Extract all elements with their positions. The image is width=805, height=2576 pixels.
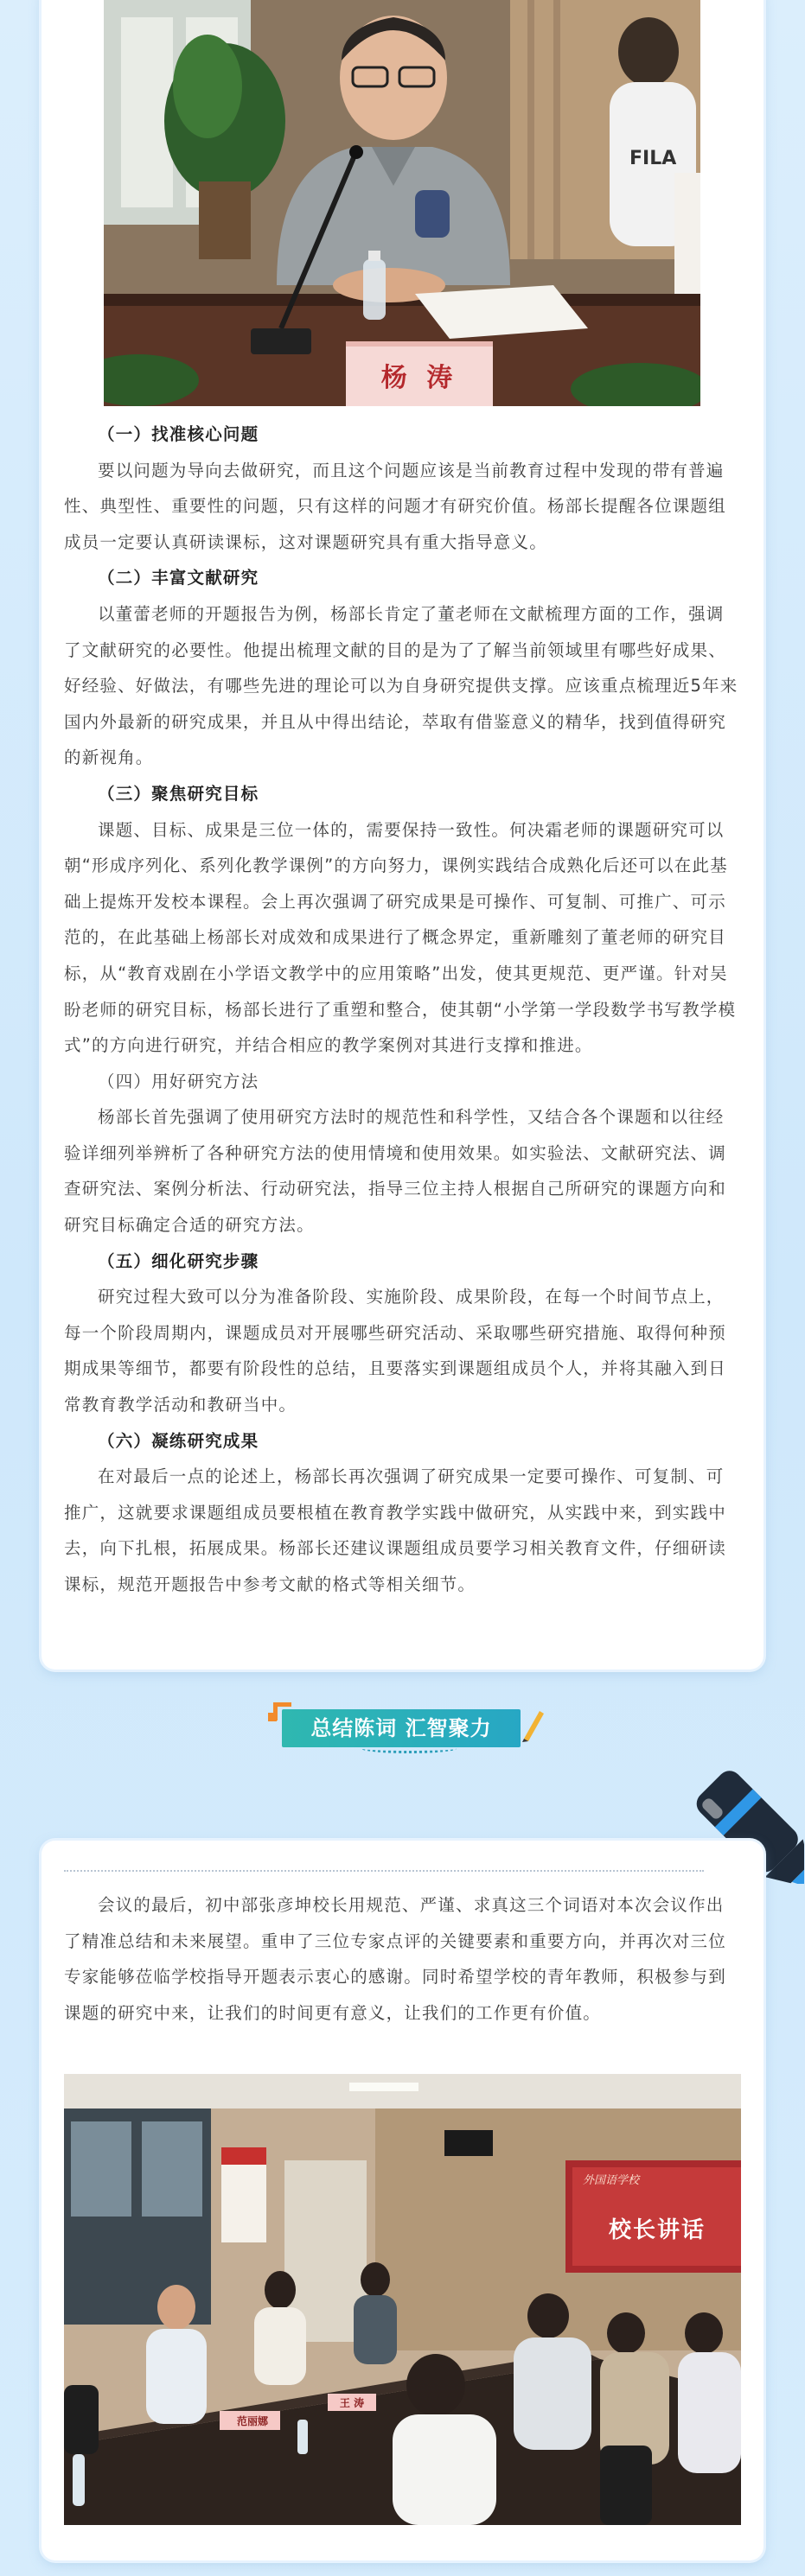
section-one-body bbox=[64, 417, 741, 1603]
body-paragraph: 在对最后一点的论述上，杨部长再次强调了研究成果一定要可操作、可复制、可推广，这就要求课题组成员要根植在教育教学实践中做研究，从实践中来，到实践中去，向下扎根，拓展成果。杨部长还建议课题组成员要学习相关教育文件，仔细研读课标，规范开题报告中参考文献的格式等相关细节。 bbox=[64, 1466, 726, 1594]
section-heading: （四）用好研究方法 bbox=[98, 1071, 259, 1091]
body-paragraph: 以董蕾老师的开题报告为例，杨部长肯定了董老师在文献梳理方面的工作，强调了文献研究的必要性。他提出梳理文献的目的是为了了解当前领域里有哪些好成果、好经验、好做法，有哪些先进的理论可以为自身研究提供支撑。应该重点梳理近5年来国内外最新的研究成果，并且从中得出结论，萃取有借鉴意义的精华，找到值得研究的新视角。 bbox=[64, 603, 738, 768]
section-heading: （六）凝练研究成果 bbox=[98, 1430, 259, 1451]
section-heading: （一）找准核心问题 bbox=[98, 424, 259, 444]
body-paragraph: 杨部长首先强调了使用研究方法时的规范性和科学性，又结合各个课题和以往经验详细列举辨析了各种研究方法的使用情境和使用效果。如实验法、文献研究法、调查研究法、案例分析法、行动研究法，指导三位主持人根据自己所研究的课题方向和研究目标确定合适的研究方法。 bbox=[64, 1107, 726, 1236]
speaker-photo bbox=[104, 0, 700, 406]
nameplate-wang-tao: 王 涛 bbox=[339, 2397, 365, 2409]
article-card-top bbox=[42, 0, 763, 1670]
meeting-room-illustration bbox=[64, 2074, 741, 2525]
nameplate-fan-lina: 范丽娜 bbox=[236, 2415, 268, 2427]
section-heading: （五）细化研究步骤 bbox=[98, 1250, 259, 1271]
body-paragraph: 要以问题为导向去做研究，而且这个问题应该是当前教育过程中发现的带有普遍性、典型性、重要性的问题，只有这样的问题才有研究价值。杨部长提醒各位课题组成员一定要认真研读课标，这对课题研究具有重大指导意义。 bbox=[64, 460, 726, 552]
dotted-divider bbox=[64, 1870, 704, 1872]
banner-title: 总结陈词 汇智聚力 bbox=[282, 1709, 521, 1747]
pencil-icon bbox=[519, 1708, 545, 1742]
body-paragraph: 研究过程大致可以分为准备阶段、实施阶段、成果阶段，在每一个时间节点上，每一个阶段周期内，课题成员对开展哪些研究活动、采取哪些研究措施、取得何种预期成果等细节，都要有阶段性的总结，且要落实到课题组成员个人，并将其融入到日常教育教学活动和教研当中。 bbox=[64, 1287, 726, 1415]
banner-dotted-underline bbox=[361, 1744, 457, 1753]
section-heading: （三）聚焦研究目标 bbox=[98, 783, 259, 804]
speaker-photo-illustration bbox=[104, 0, 700, 406]
body-paragraph: 课题、目标、成果是三位一体的，需要保持一致性。何决霜老师的课题研究可以朝“形成序列化、系列化教学课例”的方向努力，课例实践结合成熟化后还可以在此基础上提炼开发校本课程。会上再次强调了研究成果是可操作、可复制、可推广、可示范的，在此基础上杨部长对成效和成果进行了概念界定，重新雕刻了董老师的研究目标，从“教育戏剧在小学语文教学中的应用策略”出发，使其更规范、更严谨。针对吴盼老师的研究目标，杨部长进行了重塑和整合，使其朝“小学第一学段数学书写教学模式”的方向进行研究，并结合相应的教学案例对其进行支撑和推进。 bbox=[64, 819, 737, 1056]
meeting-room-photo bbox=[64, 2074, 741, 2525]
svg-text:FILA: FILA bbox=[629, 148, 677, 169]
nameplate-yang-tao: 杨 涛 bbox=[380, 363, 458, 393]
section-two-body bbox=[64, 1887, 741, 2031]
body-paragraph: 会议的最后，初中部张彦坤校长用规范、严谨、求真这三个词语对本次会议作出了精准总结和未来展望。重申了三位专家点评的关键要素和重要方向，并再次对三位专家能够莅临学校指导开题表示衷心的感谢。同时希望学校的青年教师，积极参与到课题的研究中来，让我们的时间更有意义，让我们的工作更有价值。 bbox=[64, 1895, 726, 2023]
section-banner bbox=[268, 1702, 536, 1754]
screen-logo: 外国语学校 bbox=[583, 2174, 640, 2187]
section-heading: （二）丰富文献研究 bbox=[98, 568, 259, 588]
article-card-bottom bbox=[42, 1841, 763, 2560]
screen-title: 校长讲话 bbox=[609, 2217, 706, 2243]
